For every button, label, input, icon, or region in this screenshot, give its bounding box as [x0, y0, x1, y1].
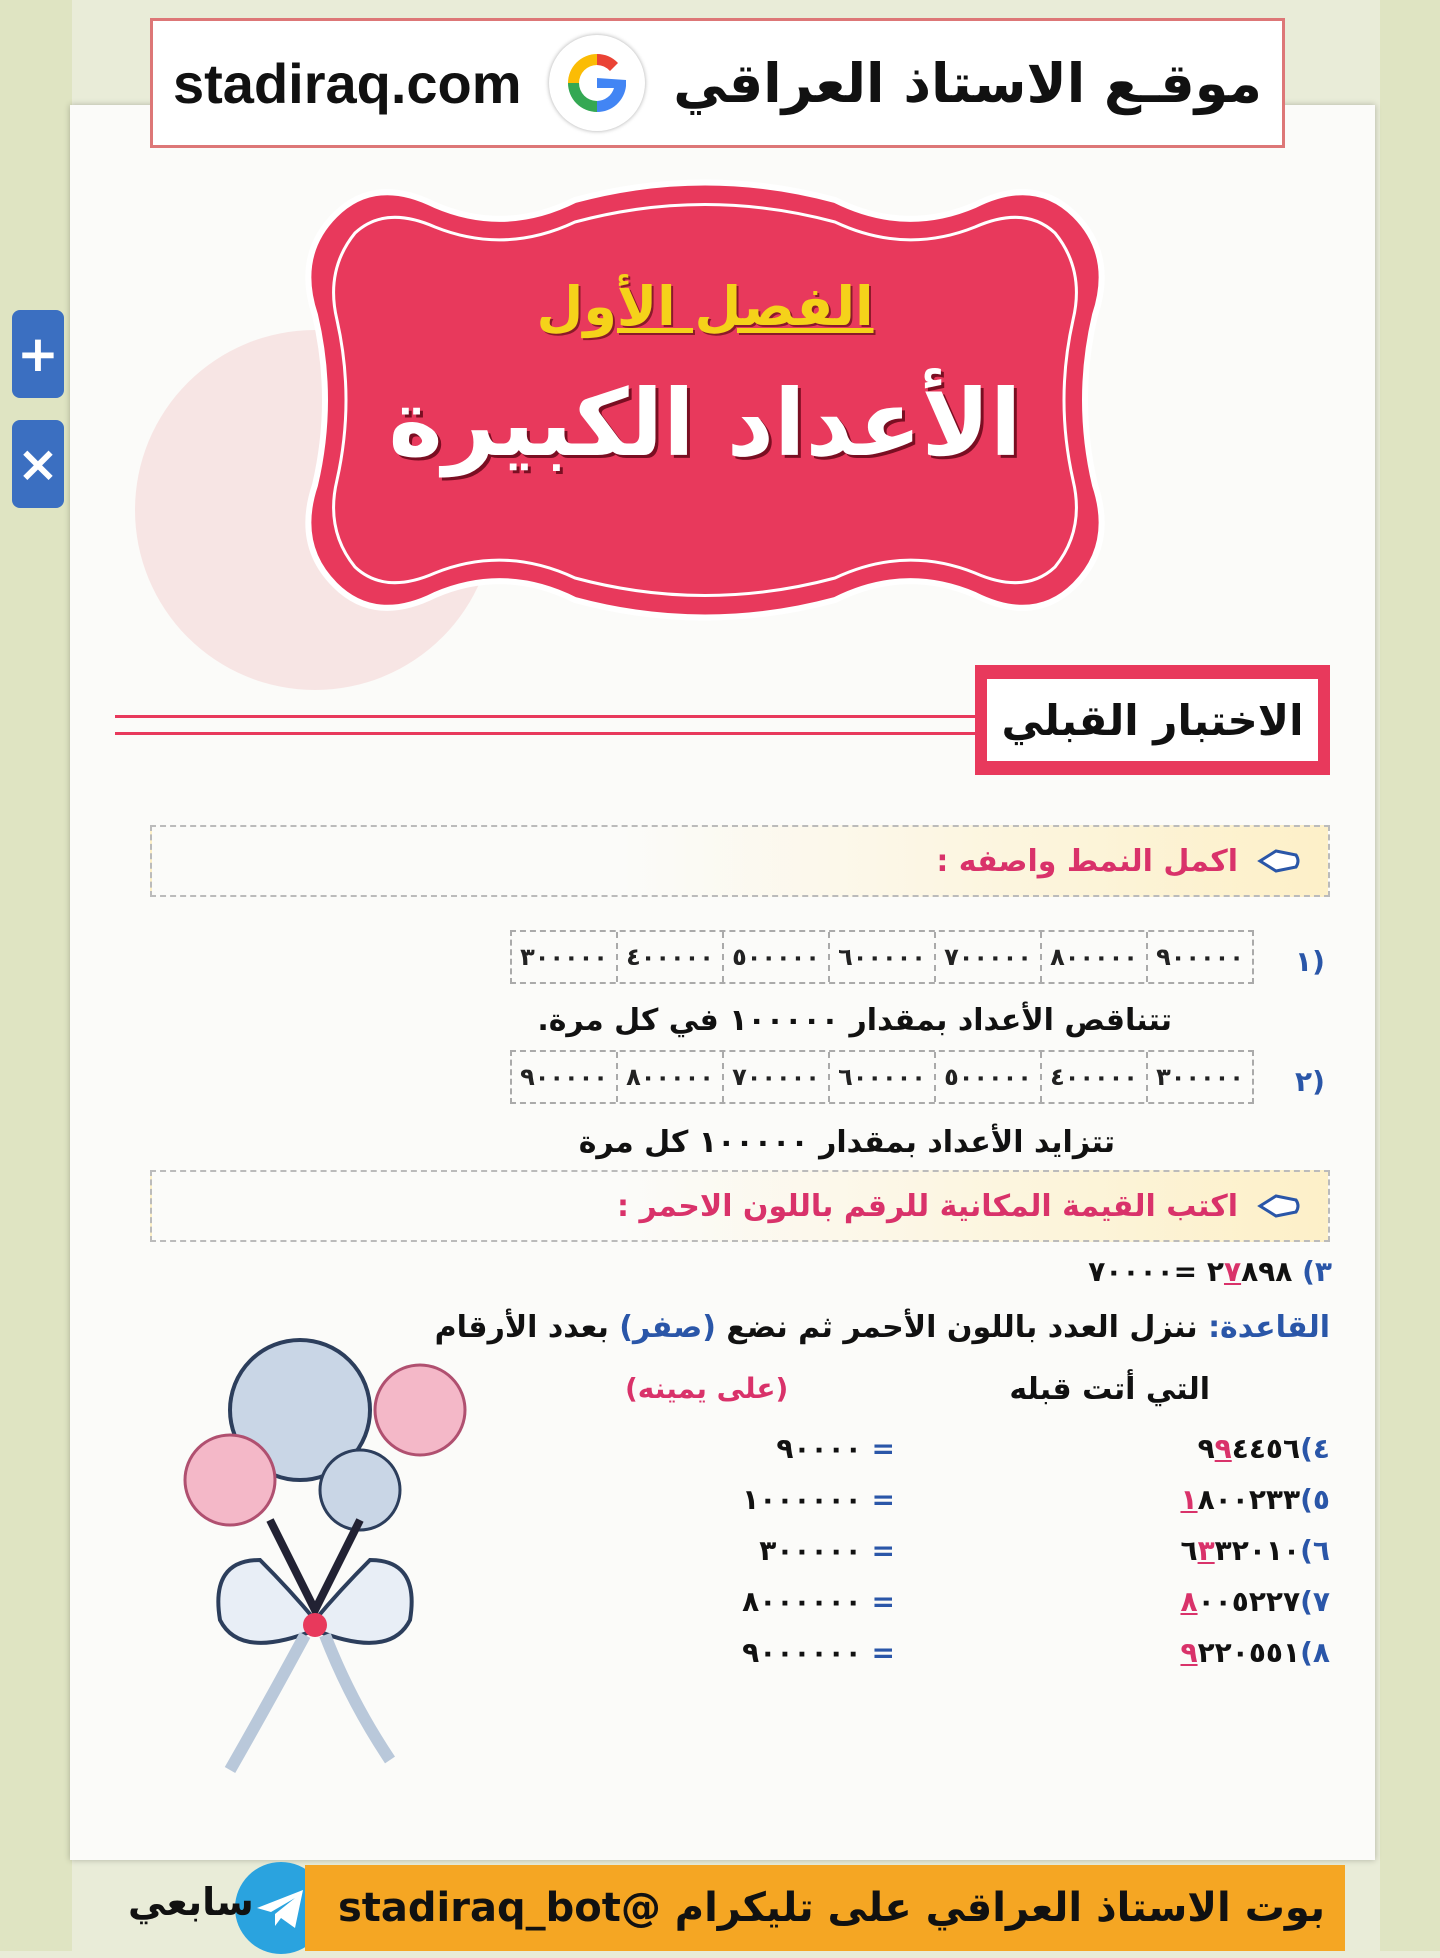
rule-label: القاعدة:: [1208, 1310, 1330, 1345]
red-digit: ١: [1180, 1483, 1198, 1516]
rule-zero: (صفر): [619, 1310, 716, 1345]
row-number-2: ٢): [1295, 1065, 1325, 1098]
pattern-cell: ٨٠٠٠٠٠: [1040, 932, 1146, 982]
question-5: [1180, 1483, 1330, 1516]
instruction-place-value-text: اكتب القيمة المكانية للرقم باللون الاحمر :: [617, 1188, 1238, 1224]
pattern-answer-1: تتناقص الأعداد بمقدار ١٠٠٠٠٠ في كل مرة.: [537, 1003, 1172, 1038]
plus-tab: +: [12, 310, 64, 398]
question-6: [1180, 1534, 1330, 1567]
digits: ٢٧٨٩٨: [1206, 1255, 1293, 1288]
rule-line-2b: (على يمينه): [625, 1372, 789, 1405]
pretest-ribbon: [975, 665, 1330, 775]
instruction-place-value: [150, 1170, 1330, 1242]
pointing-hand-icon: [1256, 843, 1300, 879]
pattern-cell: ٣٠٠٠٠٠: [520, 943, 608, 971]
red-digit: ٩: [1214, 1432, 1232, 1465]
question-answer: = ١٠٠٠٠٠٠: [742, 1483, 895, 1516]
rule-text-b: بعدد الأرقام: [434, 1310, 620, 1345]
answer: =٧٠٠٠٠: [1088, 1255, 1198, 1288]
pointing-hand-icon: [1256, 1188, 1300, 1224]
question-3: [1088, 1255, 1332, 1288]
bot-text[interactable]: بوت الاستاذ العراقي على تليكرام @stadiraq_bot: [337, 1885, 1325, 1931]
pattern-cell: ٤٠٠٠٠٠: [616, 932, 722, 982]
question-number: ٣): [1302, 1255, 1332, 1288]
rule-text-a: ننزل العدد باللون الأحمر ثم نضع: [715, 1310, 1209, 1345]
site-banner[interactable]: [150, 18, 1285, 148]
question-number: ٥): [1300, 1483, 1330, 1516]
digits: ٦٣٣٢٠١٠: [1180, 1534, 1301, 1567]
question-number: ٧): [1300, 1585, 1330, 1618]
pattern-cell: ٣٠٠٠٠٠: [1146, 1052, 1252, 1102]
pattern-cell: ٩٠٠٠٠٠: [520, 1063, 608, 1091]
red-digit: ٣: [1197, 1534, 1215, 1567]
right-margin: [1380, 0, 1440, 1951]
chapter-topic: الأعداد الكبيرة: [388, 370, 1022, 477]
question-answer: = ٨٠٠٠٠٠٠: [742, 1585, 895, 1618]
pattern-cell: ٨٠٠٠٠٠: [616, 1052, 722, 1102]
question-answer: = ٩٠٠٠٠٠٠: [742, 1636, 895, 1669]
pattern-cell: ٤٠٠٠٠٠: [1040, 1052, 1146, 1102]
pattern-cell: ٧٠٠٠٠٠: [934, 932, 1040, 982]
grade-label: سابعي: [128, 1880, 254, 1924]
question-4: [1198, 1432, 1330, 1465]
question-answer: = ٩٠٠٠٠: [776, 1432, 895, 1465]
rule-line: [435, 1310, 1330, 1345]
question-number: ٤): [1300, 1432, 1330, 1465]
chapter-title-frame: [275, 175, 1135, 625]
rule-line-2: التي أتت قبله: [1009, 1372, 1210, 1407]
digits: ٩٩٤٤٥٦: [1197, 1432, 1301, 1465]
question-7: [1180, 1585, 1330, 1618]
pattern-cell: ٦٠٠٠٠٠: [828, 1052, 934, 1102]
pretest-title: الاختبار القبلي: [1001, 695, 1304, 745]
pattern-row-1: [510, 930, 1254, 984]
pattern-cell: ٥٠٠٠٠٠: [934, 1052, 1040, 1102]
digits: ١٨٠٠٢٣٣: [1180, 1483, 1301, 1516]
pattern-cell: ٦٠٠٠٠٠: [828, 932, 934, 982]
instruction-pattern-text: اكمل النمط واصفه :: [936, 843, 1238, 879]
question-number: ٦): [1300, 1534, 1330, 1567]
red-digit: ٨: [1180, 1585, 1198, 1618]
pattern-answer-2: تتزايد الأعداد بمقدار ١٠٠٠٠٠ كل مرة: [578, 1125, 1115, 1160]
digits: ٩٢٢٠٥٥١: [1180, 1636, 1301, 1669]
google-logo-icon: [549, 35, 645, 131]
chapter-label: الفصل الأول: [536, 275, 874, 338]
pattern-cell: ٧٠٠٠٠٠: [722, 1052, 828, 1102]
left-margin: [0, 0, 72, 1951]
pattern-row-2: [510, 1050, 1254, 1104]
multiply-tab: ×: [12, 420, 64, 508]
ribbon-line: [115, 715, 985, 735]
site-name: موقـع الاستاذ العراقي: [673, 51, 1262, 115]
pattern-cell: ٩٠٠٠٠٠: [1146, 932, 1252, 982]
flower-bouquet-icon: [150, 1320, 510, 1790]
red-digit: ٧: [1223, 1255, 1242, 1288]
digits: ٨٠٠٥٢٢٧: [1180, 1585, 1301, 1618]
red-digit: ٩: [1180, 1636, 1198, 1669]
pattern-cell: ٥٠٠٠٠٠: [722, 932, 828, 982]
telegram-bot-bar[interactable]: [305, 1865, 1345, 1951]
site-url[interactable]: stadiraq.com: [173, 51, 522, 115]
question-number: ٨): [1300, 1636, 1330, 1669]
question-answer: = ٣٠٠٠٠٠: [759, 1534, 895, 1567]
question-8: [1180, 1636, 1330, 1669]
instruction-pattern: [150, 825, 1330, 897]
row-number-1: ١): [1295, 945, 1325, 978]
